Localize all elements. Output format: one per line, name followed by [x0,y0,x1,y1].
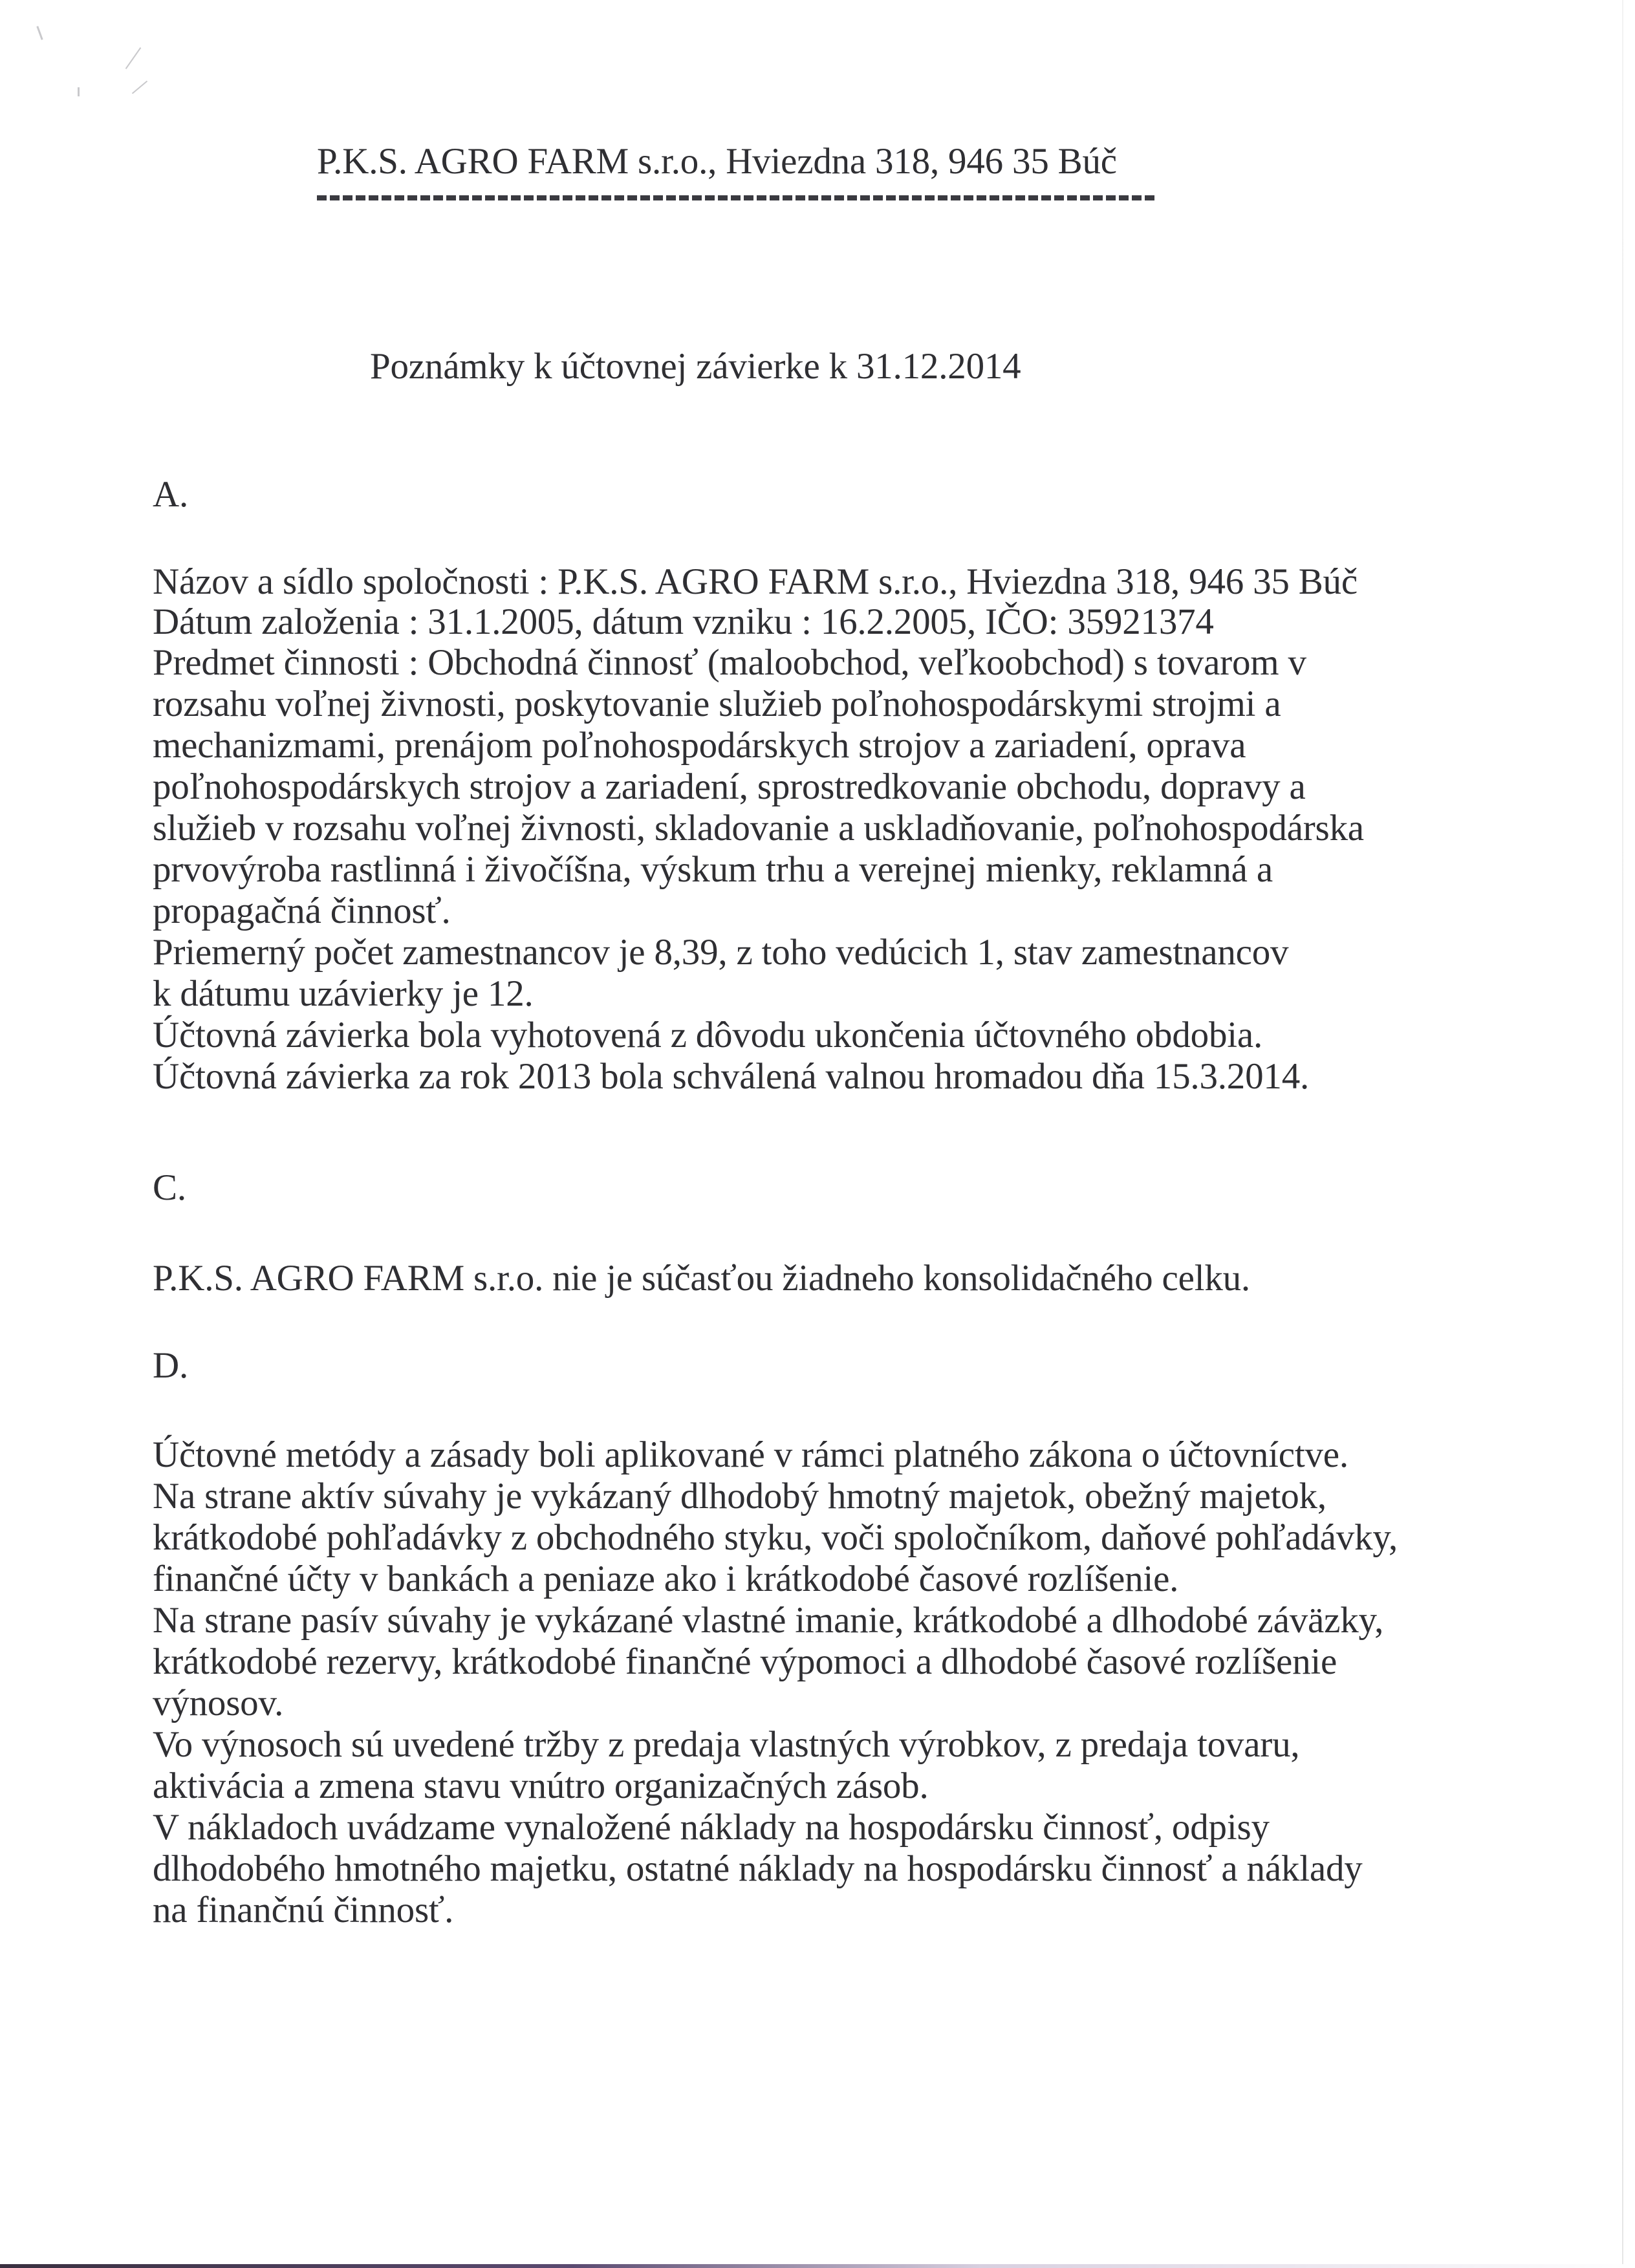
section-d-line: V nákladoch uvádzame vynaložené náklady na hospodársku činnosť, odpisy [153,1807,1270,1848]
document-title: Poznámky k účtovnej závierke k 31.12.2014 [370,346,1021,387]
section-a-line: propagačná činnosť. [153,891,451,931]
scan-edge-right [1622,0,1623,2268]
section-a-line: služieb v rozsahu voľnej živnosti, skladovanie a uskladňovanie, poľnohospodárska [153,808,1364,848]
section-a-line: Názov a sídlo spoločnosti : P.K.S. AGRO FARM s.r.o., Hviezdna 318, 946 35 Búč [153,561,1358,602]
section-c-line: P.K.S. AGRO FARM s.r.o. nie je súčasťou žiadneho konsolidačného celku. [153,1258,1250,1299]
scan-mark [78,87,80,96]
section-d-line: finančné účty v bankách a peniaze ako i krátkodobé časové rozlíšenie. [153,1559,1179,1599]
section-a-line: Účtovná závierka bola vyhotovená z dôvodu ukončenia účtovného obdobia. [153,1015,1263,1055]
section-a-line: Dátum založenia : 31.1.2005, dátum vzniku : 16.2.2005, IČO: 35921374 [153,601,1214,642]
section-a-line: Priemerný počet zamestnancov je 8,39, z toho vedúcich 1, stav zamestnancov [153,932,1289,973]
section-d-line: Na strane pasív súvahy je vykázané vlastné imanie, krátkodobé a dlhodobé záväzky, [153,1600,1384,1641]
section-label-c: C. [153,1167,186,1208]
section-a-line: mechanizmami, prenájom poľnohospodárskych strojov a zariadení, oprava [153,725,1246,766]
section-a-line: poľnohospodárskych strojov a zariadení, sprostredkovanie obchodu, dopravy a [153,766,1306,807]
scan-mark [132,81,147,94]
scan-mark [36,26,43,40]
section-label-a: A. [153,474,189,515]
section-d-line: na finančnú činnosť. [153,1890,454,1930]
section-d-line: krátkodobé rezervy, krátkodobé finančné výpomoci a dlhodobé časové rozlíšenie [153,1641,1337,1682]
section-a-line: Predmet činnosti : Obchodná činnosť (maloobchod, veľkoobchod) s tovarom v [153,642,1306,683]
header-separator [317,195,1158,200]
section-a-line: prvovýroba rastlinná i živočíšna, výskum trhu a verejnej mienky, reklamná a [153,849,1273,890]
section-d-line: krátkodobé pohľadávky z obchodného styku, voči spoločníkom, daňové pohľadávky, [153,1517,1398,1558]
section-label-d: D. [153,1345,189,1386]
section-a-line: Účtovná závierka za rok 2013 bola schválená valnou hromadou dňa 15.3.2014. [153,1056,1310,1097]
section-d-line: dlhodobého hmotného majetku, ostatné náklady na hospodársku činnosť a náklady [153,1848,1363,1889]
company-header: P.K.S. AGRO FARM s.r.o., Hviezdna 318, 946 35 Búč [317,141,1117,182]
section-d-line: Vo výnosoch sú uvedené tržby z predaja vlastných výrobkov, z predaja tovaru, [153,1724,1300,1765]
section-d-line: Na strane aktív súvahy je vykázaný dlhodobý hmotný majetok, obežný majetok, [153,1476,1326,1517]
section-a-line: rozsahu voľnej živnosti, poskytovanie služieb poľnohospodárskymi strojmi a [153,684,1281,724]
section-d-line: aktivácia a zmena stavu vnútro organizačných zásob. [153,1766,929,1806]
section-a-line: k dátumu uzávierky je 12. [153,973,534,1014]
section-d-line: výnosov. [153,1683,284,1723]
section-d-line: Účtovné metódy a zásady boli aplikované v rámci platného zákona o účtovníctve. [153,1434,1348,1475]
scan-edge-bottom [0,2264,1635,2268]
scan-mark [125,47,142,69]
